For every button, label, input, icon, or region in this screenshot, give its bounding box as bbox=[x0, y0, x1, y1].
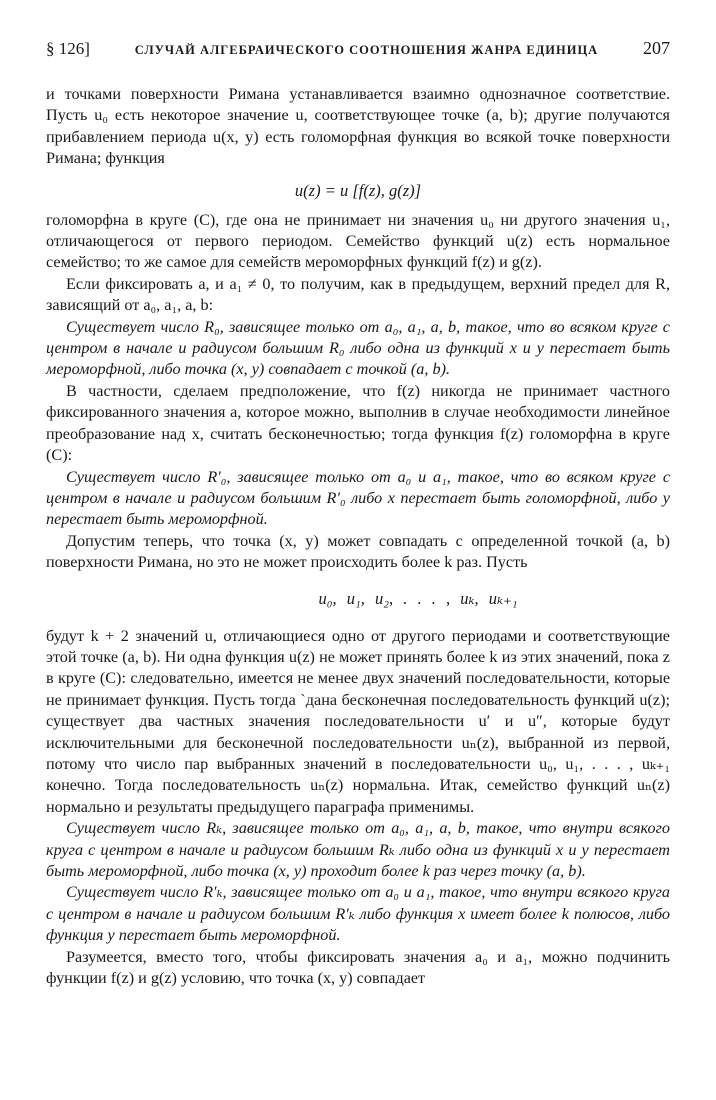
paragraph-3: Если фиксировать a, и a₁ ≠ 0, то получим, как в предыдущем, верхний предел для R, зависящий от a₀, a₁, a, b: bbox=[46, 274, 670, 315]
theorem-1: Существует число R₀, зависящее только от a₀, a₁, a, b, такое, что во всяком круге с центром в начале и радиусом большим R₀ либо одна из функций x и y перестает быть мероморфной, либо точка (x, y) совпадает с точкой (a, b). bbox=[46, 317, 670, 379]
paragraph-1: и точками поверхности Римана устанавливается взаимно однозначное соответствие. Пусть u₀ есть некоторое значение u, соответствующее точке (a, b); другие получаются прибавлением периода u(x, y) есть голоморфная функция во всякой точке поверхности Римана; функция bbox=[46, 85, 670, 168]
page-number: 207 bbox=[643, 38, 670, 58]
running-title: СЛУЧАЙ АЛГЕБРАИЧЕСКОГО СООТНОШЕНИЯ ЖАНРА ЕДИНИЦА bbox=[134, 43, 599, 57]
paragraph-5: Допустим теперь, что точка (x, y) может совпадать с определенной точкой (a, b) поверхности Римана, но это не может происходить более k раз. Пусть bbox=[46, 531, 670, 572]
section-number: § 126] bbox=[46, 39, 90, 58]
formula-u-of-z: u(z) = u [f(z), g(z)] bbox=[294, 180, 422, 200]
theorem-3: Существует число Rₖ, зависящее только от a₀, a₁, a, b, такое, что внутри всякого круга с центром в начале и радиусом большим Rₖ либо одна из функций x и y перестает быть мероморфной, либо точка (x, y) проходит более k раз через точку (a, b). bbox=[46, 819, 670, 880]
paragraph-7: Разумеется, вместо того, чтобы фиксировать значения a₀ и a₁, можно подчинить функции f(z) и g(z) условию, что точка (x, y) совпадает bbox=[46, 947, 670, 988]
theorem-4: Существует число R′ₖ, зависящее только от a₀ и a₁, такое, что внутри всякого круга с центром в начале и радиусом большим R′ₖ либо функция x имеет более k полюсов, либо функция y перестает быть мероморфной. bbox=[46, 883, 670, 945]
paragraph-2: голоморфна в круге (C), где она не принимает ни значения u₀ ни другого значения u₁, отличающегося от первого периодом. Семейство функций u(z) есть нормальное семейство; то же самое для семейств мероморфных функций f(z) и g(z). bbox=[46, 210, 670, 272]
paragraph-4: В частности, сделаем предположение, что f(z) никогда не принимает частного фиксированного значения a, которое можно, выполнив в случае необходимости линейное преобразование над x, считать бесконечностью; тогда функция f(z) голоморфна в круге (C): bbox=[46, 381, 670, 465]
formula-sequence: u₀, u₁, u₂, . . . , uₖ, uₖ₊₁ bbox=[318, 588, 518, 608]
theorem-2: Существует число R′₀, зависящее только от a₀ и a₁, такое, что во всяком круге с центром в начале и радиусом большим R′₀ либо x перестает быть голоморфной, либо y перестает быть мероморфной. bbox=[46, 467, 670, 529]
body-text bbox=[46, 84, 670, 989]
book-page bbox=[46, 38, 670, 989]
running-header bbox=[46, 38, 670, 62]
paragraph-6: будут k + 2 значений u, отличающиеся одно от другого периодами и соответствующие этой точке (a, b). Ни одна функция u(z) не может принять более k из этих значений, пока z в круге (C): следовательно, имеется не менее двух значений последовательности, которые не принимает функция. Пусть тогда `дана бесконечная последовательность функций u(z); существует два частных значения последовательности u′ и u″, которые будут исключительными для бесконечной последовательности uₙ(z), выбранной из первой, потому что число пар выбранных значений в последовательности u₀, u₁, . . . , uₖ₊₁ конечно. Тогда последовательность uₙ(z) нормальна. Итак, семейство функций uₙ(z) нормально и результаты предыдущего параграфа применимы. bbox=[46, 626, 670, 816]
